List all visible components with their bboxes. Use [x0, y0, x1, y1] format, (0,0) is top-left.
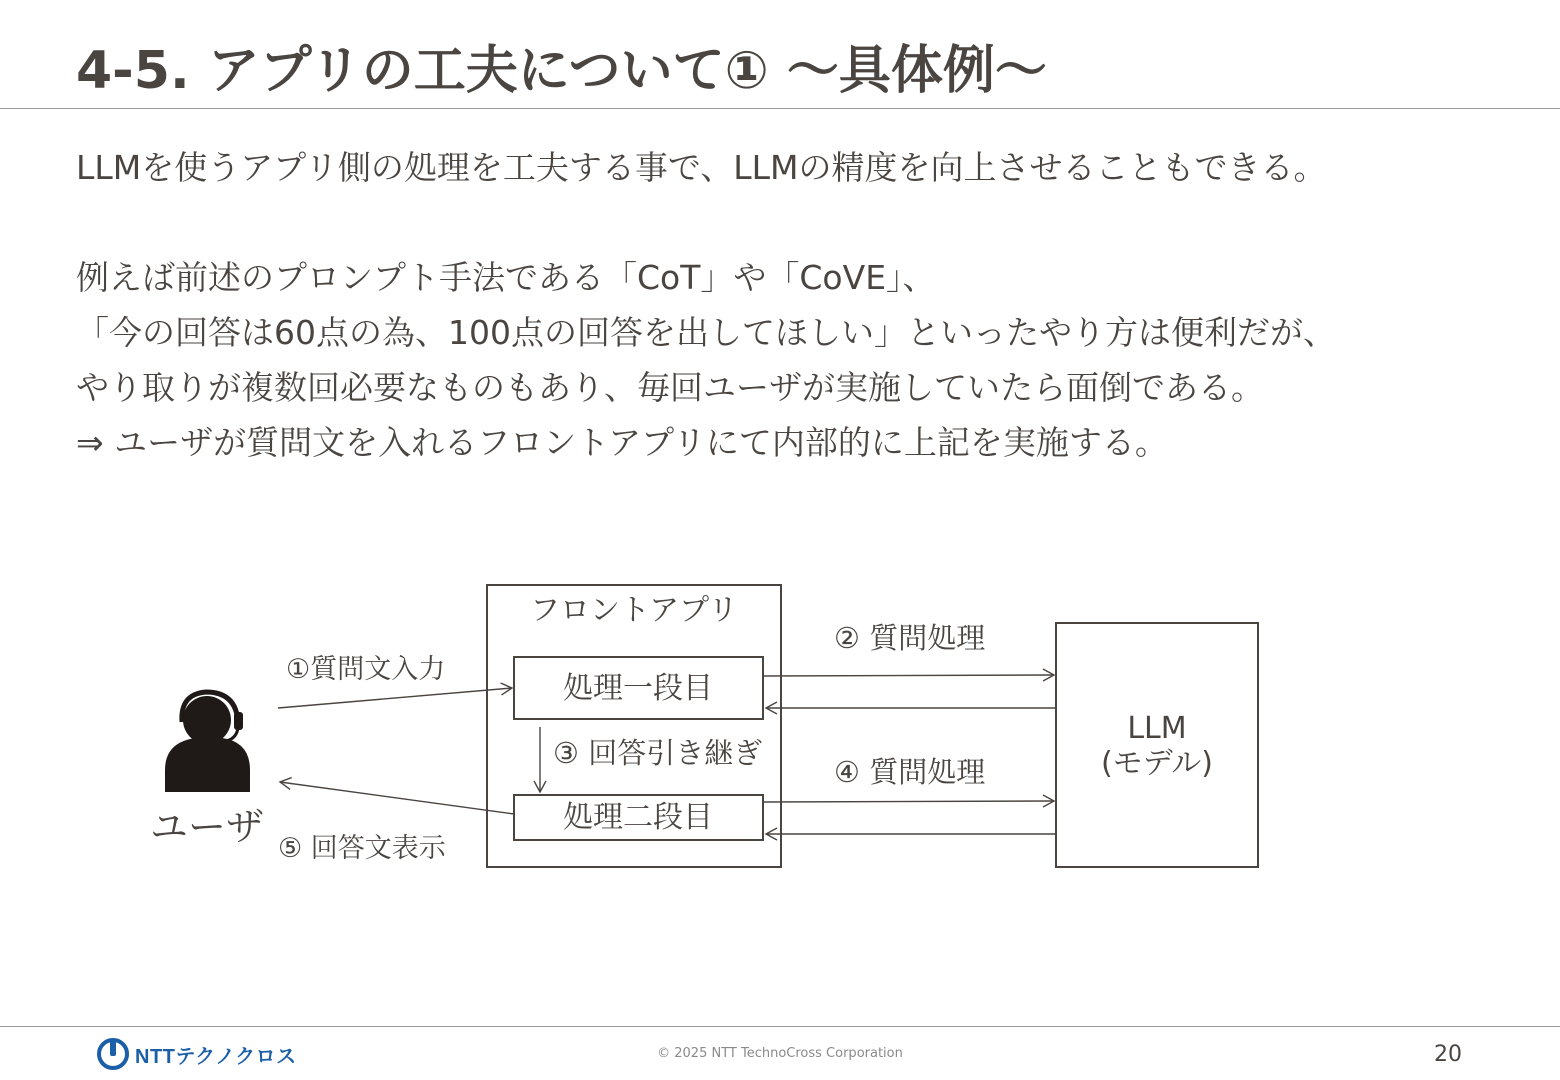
headset-user-icon: [165, 692, 250, 792]
logo-text: NTTテクノクロス: [135, 1045, 297, 1068]
arrow-3-label: ③ 回答引き継ぎ: [553, 736, 763, 770]
arrow-5-line: [280, 782, 514, 814]
user-label: ユーザ: [149, 805, 265, 849]
page-number: 20: [1434, 1042, 1462, 1067]
body-line-1: LLMを使うアプリ側の処理を工夫する事で、LLMの精度を向上させることもできる。: [76, 148, 1327, 187]
body-line-5: やり取りが複数回必要なものもあり、毎回ユーザが実施していたら面倒である。: [76, 368, 1264, 407]
footer-divider: [0, 1026, 1560, 1027]
arrow-4-line: [764, 801, 1054, 802]
copyright: © 2025 NTT TechnoCross Corporation: [657, 1046, 903, 1061]
arrow-4-label: ④ 質問処理: [834, 755, 986, 789]
arrow-2-line: [764, 675, 1054, 676]
arrow-5-label: ⑤ 回答文表示: [278, 833, 446, 864]
body-line-4: 「今の回答は60点の為、100点の回答を出してほしい」といったやり方は便利だが、: [76, 313, 1336, 352]
step2-label: 処理二段目: [563, 800, 713, 835]
body-line-6: ⇒ ユーザが質問文を入れるフロントアプリにて内部的に上記を実施する。: [76, 423, 1168, 462]
front-app-label: フロントアプリ: [530, 593, 738, 628]
llm-label-line1: LLM: [1127, 711, 1187, 746]
body-line-3: 例えば前述のプロンプト手法である「CoT」や「CoVE」、: [76, 258, 936, 297]
arrow-1-label: ①質問文入力: [286, 654, 446, 685]
arrow-2-label: ② 質問処理: [834, 621, 986, 655]
step1-label: 処理一段目: [563, 671, 713, 706]
llm-label-line2: (モデル): [1101, 746, 1213, 781]
slide-title: 4-5. アプリの工夫について① ～具体例～: [76, 41, 1047, 101]
arrow-1-line: [278, 688, 512, 708]
